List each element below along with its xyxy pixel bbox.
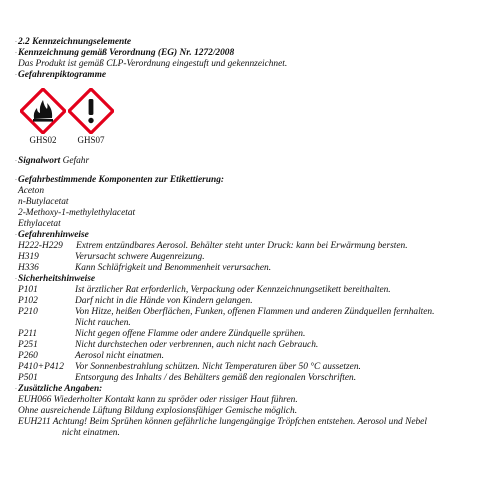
component-item: 2-Methoxy-1-methylethylacetat <box>18 208 136 218</box>
signal-word <box>18 156 89 167</box>
precaution-text: Aerosol nicht einatmen. <box>75 351 164 361</box>
hazard-text: Extrem entzündbares Aerosol. Behälter steht unter Druck: kann bei Erwärmung bersten. <box>76 241 408 251</box>
supplementary-heading: Zusätzliche Angaben: <box>18 384 103 394</box>
hazard-heading: Gefahrenhinweise <box>18 230 89 240</box>
component-item: n-Butylacetat <box>18 197 69 207</box>
precaution-text: Ist ärztlicher Rat erforderlich, Verpackung oder Kennzeichnungsetikett bereithalten. <box>75 285 391 295</box>
exclamation-icon <box>68 88 114 134</box>
pictograms-heading: Gefahrenpiktogramme <box>18 70 107 80</box>
precaution-code: P211 <box>18 329 38 339</box>
pictogram-label-ghs07: GHS07 <box>77 135 105 145</box>
signal-word-label: Signalwort <box>18 156 61 166</box>
bullet-marker: · <box>15 385 17 393</box>
precaution-code: P251 <box>18 340 38 350</box>
supplementary-line-continued: nicht einatmen. <box>62 428 120 438</box>
bullet-marker: · <box>15 176 17 184</box>
bullet-marker: · <box>15 157 17 165</box>
precaution-code: P410+P412 <box>18 362 64 372</box>
flame-icon <box>20 88 66 134</box>
precaution-text: Von Hitze, heißen Oberflächen, Funken, offenen Flammen und anderen Zündquellen fernhalten. <box>75 307 435 317</box>
precaution-code: P101 <box>18 285 38 295</box>
precaution-code: P102 <box>18 296 38 306</box>
hazard-code: H222-H229 <box>18 241 63 251</box>
hazard-text: Verursacht schwere Augenreizung. <box>75 252 205 262</box>
regulation-heading: Kennzeichnung gemäß Verordnung (EG) Nr. 1272/2008 <box>18 48 235 58</box>
supplementary-line: EUH066 Wiederholter Kontakt kann zu spröder oder rissiger Haut führen. <box>18 395 298 405</box>
bullet-marker: · <box>15 275 17 283</box>
bullet-marker: · <box>15 49 17 57</box>
supplementary-line: EUH211 Achtung! Beim Sprühen können gefährliche lungengängige Tröpfchen entstehen. Aerosol und Nebel <box>18 417 427 427</box>
pictogram-label-ghs02: GHS02 <box>29 135 57 145</box>
hazard-text: Kann Schläfrigkeit und Benommenheit verursachen. <box>75 263 272 273</box>
precaution-heading: Sicherheitshinweise <box>18 274 96 284</box>
classification-note: Das Produkt ist gemäß CLP-Verordnung eingestuft und gekennzeichnet. <box>18 59 288 69</box>
components-heading: Gefahrbestimmende Komponenten zur Etikettierung: <box>18 175 225 185</box>
bullet-marker: · <box>15 71 17 79</box>
supplementary-line: Ohne ausreichende Lüftung Bildung explosionsfähiger Gemische möglich. <box>18 406 298 416</box>
precaution-text: Nicht durchstechen oder verbrennen, auch nicht nach Gebrauch. <box>75 340 319 350</box>
bullet-marker: · <box>15 231 17 239</box>
section-title: 2.2 Kennzeichnungselemente <box>18 37 132 47</box>
hazard-code: H336 <box>18 263 39 273</box>
hazard-code: H319 <box>18 252 39 262</box>
component-item: Aceton <box>18 186 45 196</box>
precaution-code: P210 <box>18 307 38 317</box>
bullet-marker: · <box>15 38 17 46</box>
precaution-text: Nicht gegen offene Flamme oder andere Zündquelle sprühen. <box>75 329 306 339</box>
precaution-text-continued: Nicht rauchen. <box>75 318 131 328</box>
precaution-text: Entsorgung des Inhalts / des Behälters gemäß den regionalen Vorschriften. <box>75 373 357 383</box>
hazard-pictograms <box>18 88 128 148</box>
precaution-text: Vor Sonnenbestrahlung schützen. Nicht Temperaturen über 50 °C aussetzen. <box>75 362 361 372</box>
precaution-code: P260 <box>18 351 38 361</box>
precaution-code: P501 <box>18 373 38 383</box>
component-item: Ethylacetat <box>18 219 61 229</box>
precaution-text: Darf nicht in die Hände von Kindern gelangen. <box>75 296 253 306</box>
signal-word-value: Gefahr <box>62 156 90 166</box>
